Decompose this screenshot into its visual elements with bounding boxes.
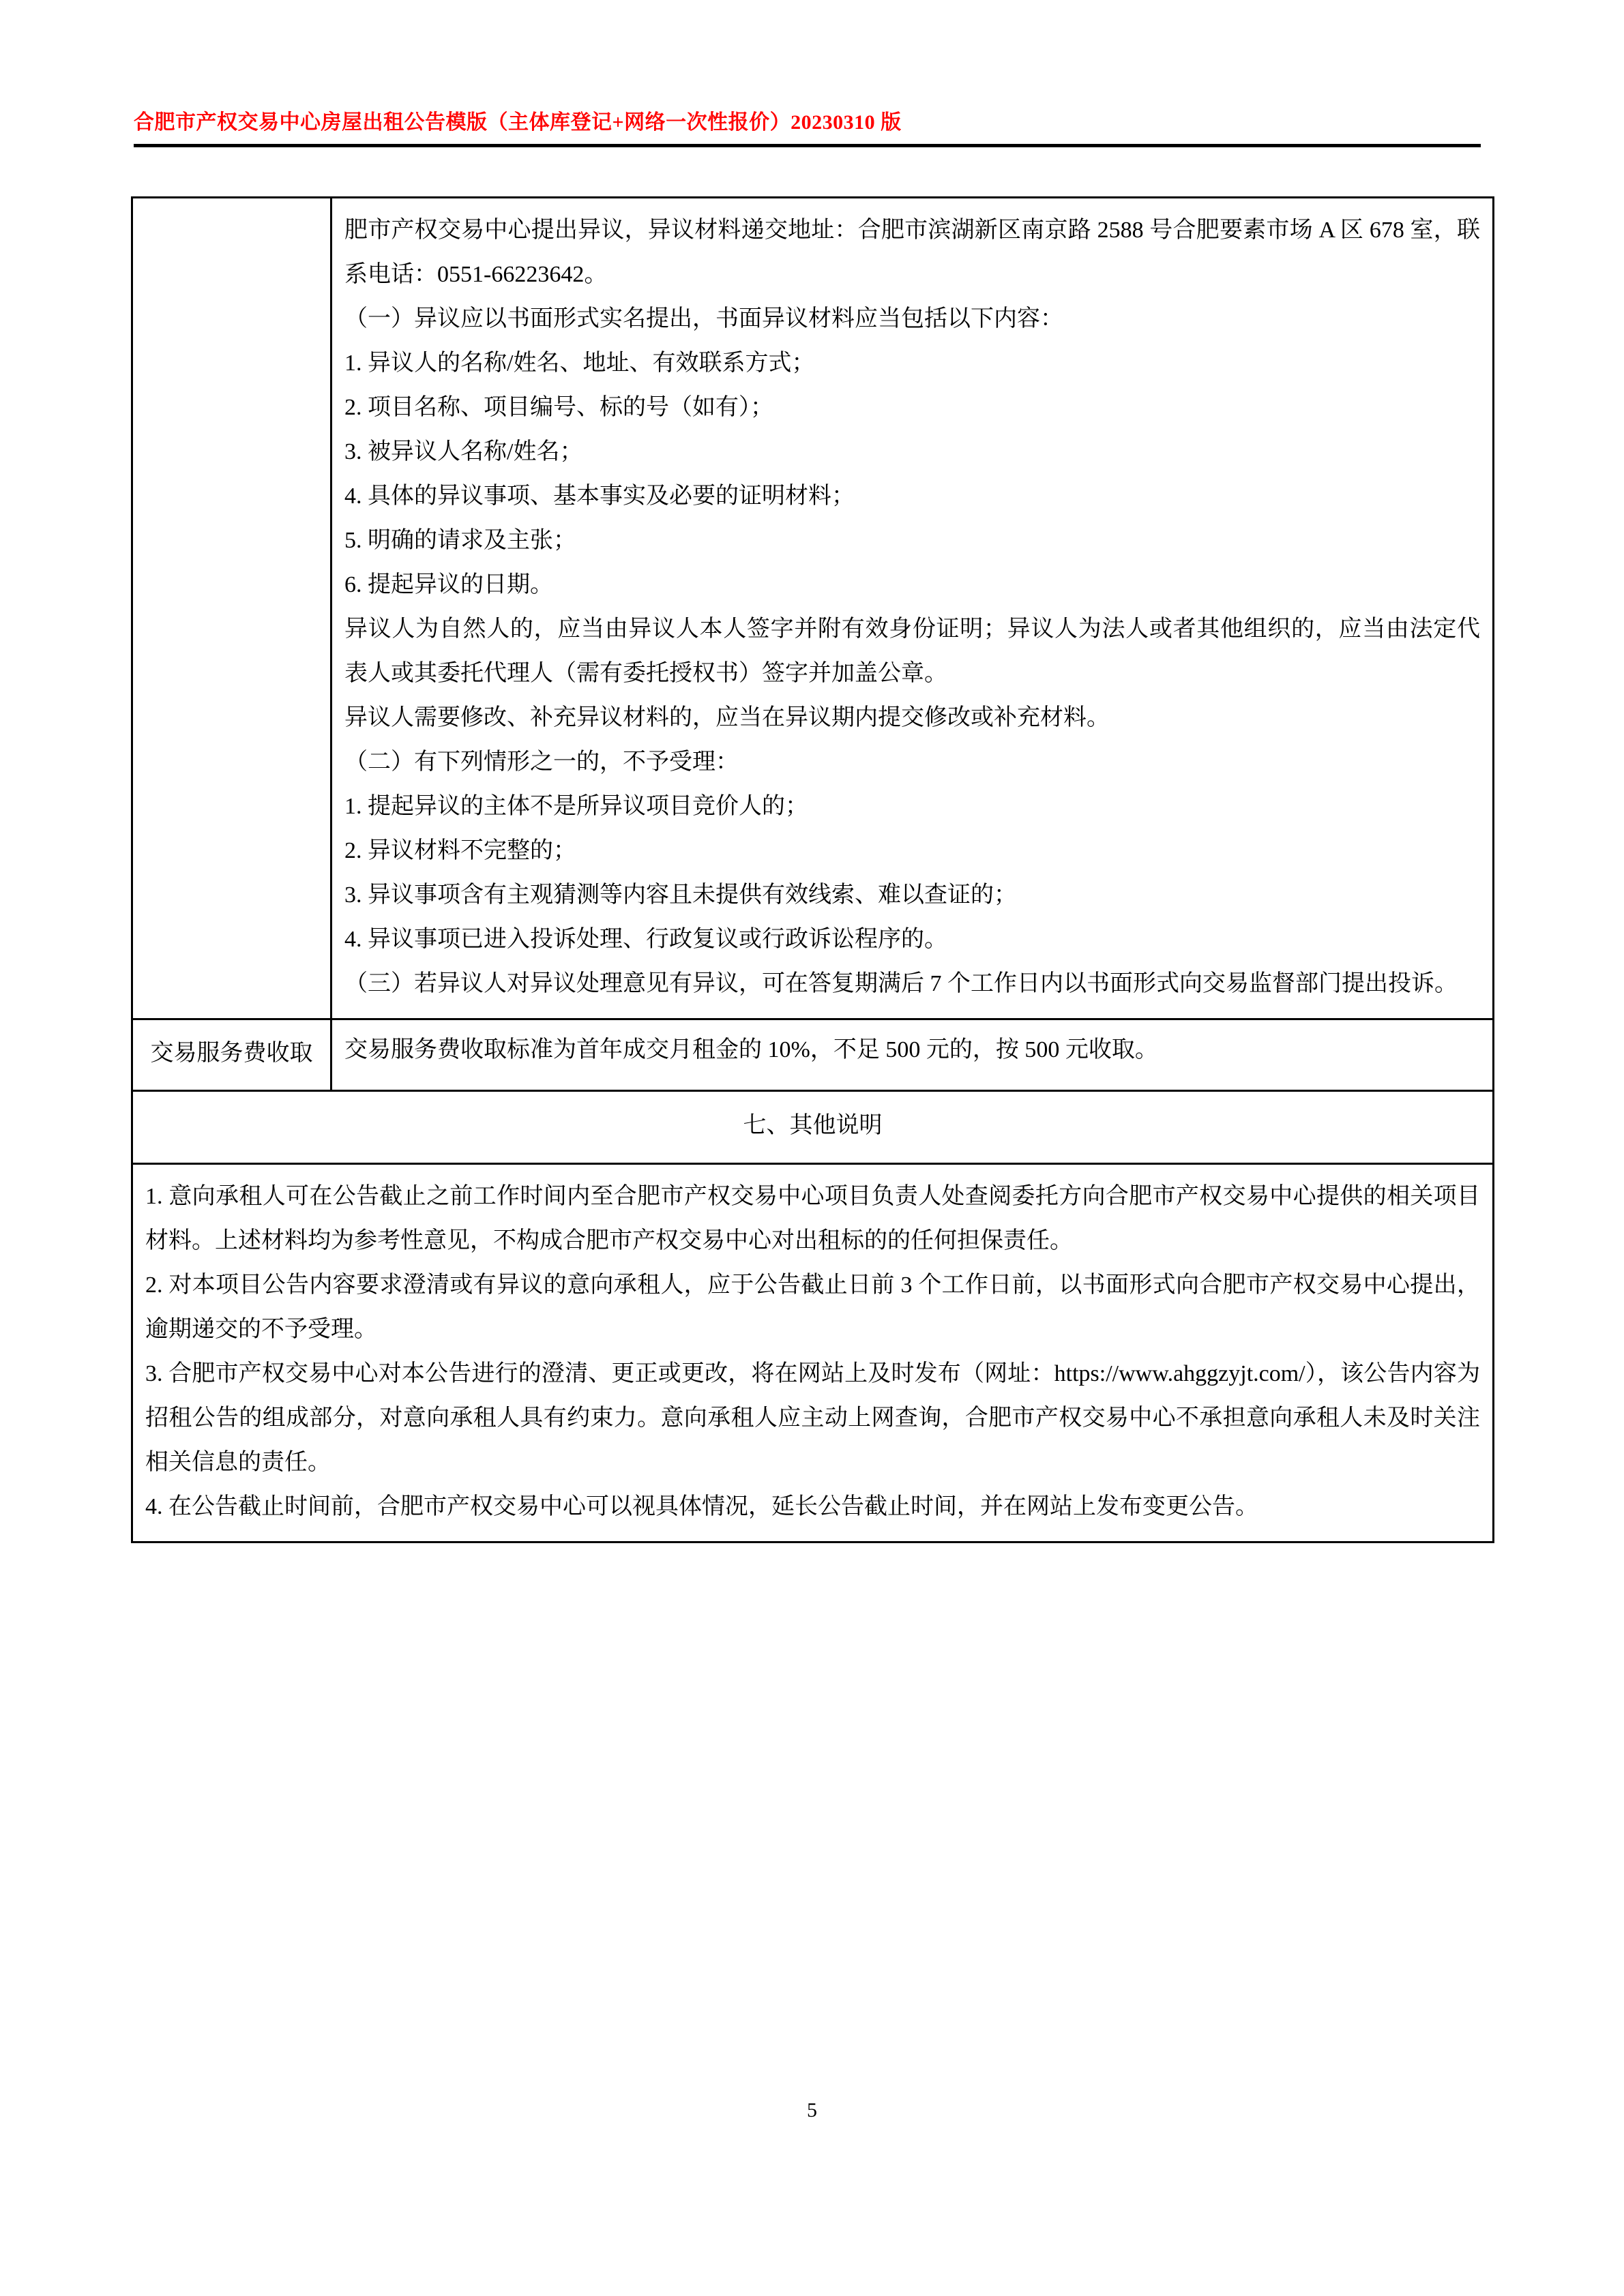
paragraph: （三）若异议人对异议处理意见有异议，可在答复期满后 7 个工作日内以书面形式向交易监督部门提出投诉。 xyxy=(344,971,1458,996)
paragraph: 4. 在公告截止时间前，合肥市产权交易中心可以视具体情况，延长公告截止时间，并在网站上发布变更公告。 xyxy=(145,1494,1258,1519)
table-row-other-notes-heading xyxy=(132,1091,1494,1164)
service-fee-body-cell xyxy=(331,1019,1494,1091)
paragraph: 4. 异议事项已进入投诉处理、行政复议或行政诉讼程序的。 xyxy=(344,927,947,952)
paragraph: 肥市产权交易中心提出异议，异议材料递交地址：合肥市滨湖新区南京路 2588 号合肥要素市场 A 区 678 室，联系电话：0551-66223642。 xyxy=(344,218,1480,287)
paragraph: 3. 被异议人名称/姓名； xyxy=(344,439,583,464)
paragraph: （二）有下列情形之一的，不予受理： xyxy=(344,749,739,775)
announcement-table xyxy=(131,196,1494,1543)
paragraph: 4. 具体的异议事项、基本事实及必要的证明材料； xyxy=(344,483,855,509)
page-number: 5 xyxy=(807,2099,817,2121)
service-fee-content: 交易服务费收取标准为首年成交月租金的 10%，不足 500 元的，按 500 元收取。 xyxy=(344,1037,1158,1062)
service-fee-label-cell xyxy=(132,1019,331,1091)
paragraph: 1. 意向承租人可在公告截止之前工作时间内至合肥市产权交易中心项目负责人处查阅委托方向合肥市产权交易中心提供的相关项目材料。上述材料均为参考性意见，不构成合肥市产权交易中心对出租标的的任何担保责任。 xyxy=(145,1184,1480,1253)
paragraph: 2. 对本项目公告内容要求澄清或有异议的意向承租人，应于公告截止日前 3 个工作日前，以书面形式向合肥市产权交易中心提出，逾期递交的不予受理。 xyxy=(145,1272,1480,1342)
table-row-objection xyxy=(132,198,1494,1019)
table-row-other-notes xyxy=(132,1164,1494,1542)
other-notes-heading-cell xyxy=(132,1091,1494,1164)
paragraph: 1. 异议人的名称/姓名、地址、有效联系方式； xyxy=(344,351,815,376)
paragraph: 5. 明确的请求及主张； xyxy=(344,528,576,553)
running-header xyxy=(134,109,1481,147)
paragraph: 1. 提起异议的主体不是所异议项目竞价人的； xyxy=(344,794,808,819)
objection-body-cell xyxy=(331,198,1494,1019)
paragraph: 2. 项目名称、项目编号、标的号（如有）； xyxy=(344,395,773,420)
paragraph: 异议人需要修改、补充异议材料的，应当在异议期内提交修改或补充材料。 xyxy=(344,705,1110,730)
table-row-service-fee xyxy=(132,1019,1494,1091)
paragraph: 3. 异议事项含有主观猜测等内容且未提供有效线索、难以查证的； xyxy=(344,882,1017,908)
paragraph: 2. 异议材料不完整的； xyxy=(344,838,576,863)
paragraph: （一）异议应以书面形式实名提出，书面异议材料应当包括以下内容： xyxy=(344,306,1063,331)
service-fee-label: 交易服务费收取 xyxy=(150,1041,313,1066)
running-header-title: 合肥市产权交易中心房屋出租公告模版（主体库登记+网络一次性报价）20230310 版 xyxy=(134,111,902,134)
paragraph: 3. 合肥市产权交易中心对本公告进行的澄清、更正或更改，将在网站上及时发布（网址：https://www.ahggzyjt.com/），该公告内容为招租公告的组成部分，对意向承租人具有约束力。意向承租人应主动上网查询，合肥市产权交易中心不承担意向承租人未及时关注相关信息的责任。 xyxy=(145,1361,1480,1475)
paragraph: 异议人为自然人的，应当由异议人本人签字并附有效身份证明；异议人为法人或者其他组织的，应当由法定代表人或其委托代理人（需有委托授权书）签字并加盖公章。 xyxy=(344,616,1480,686)
header-rule xyxy=(134,144,1481,147)
objection-body xyxy=(344,208,1480,1006)
other-notes-body xyxy=(145,1174,1480,1529)
other-notes-heading: 七、其他说明 xyxy=(743,1113,883,1138)
paragraph: 6. 提起异议的日期。 xyxy=(344,572,553,597)
objection-label-cell xyxy=(132,198,331,1019)
other-notes-body-cell xyxy=(132,1164,1494,1542)
